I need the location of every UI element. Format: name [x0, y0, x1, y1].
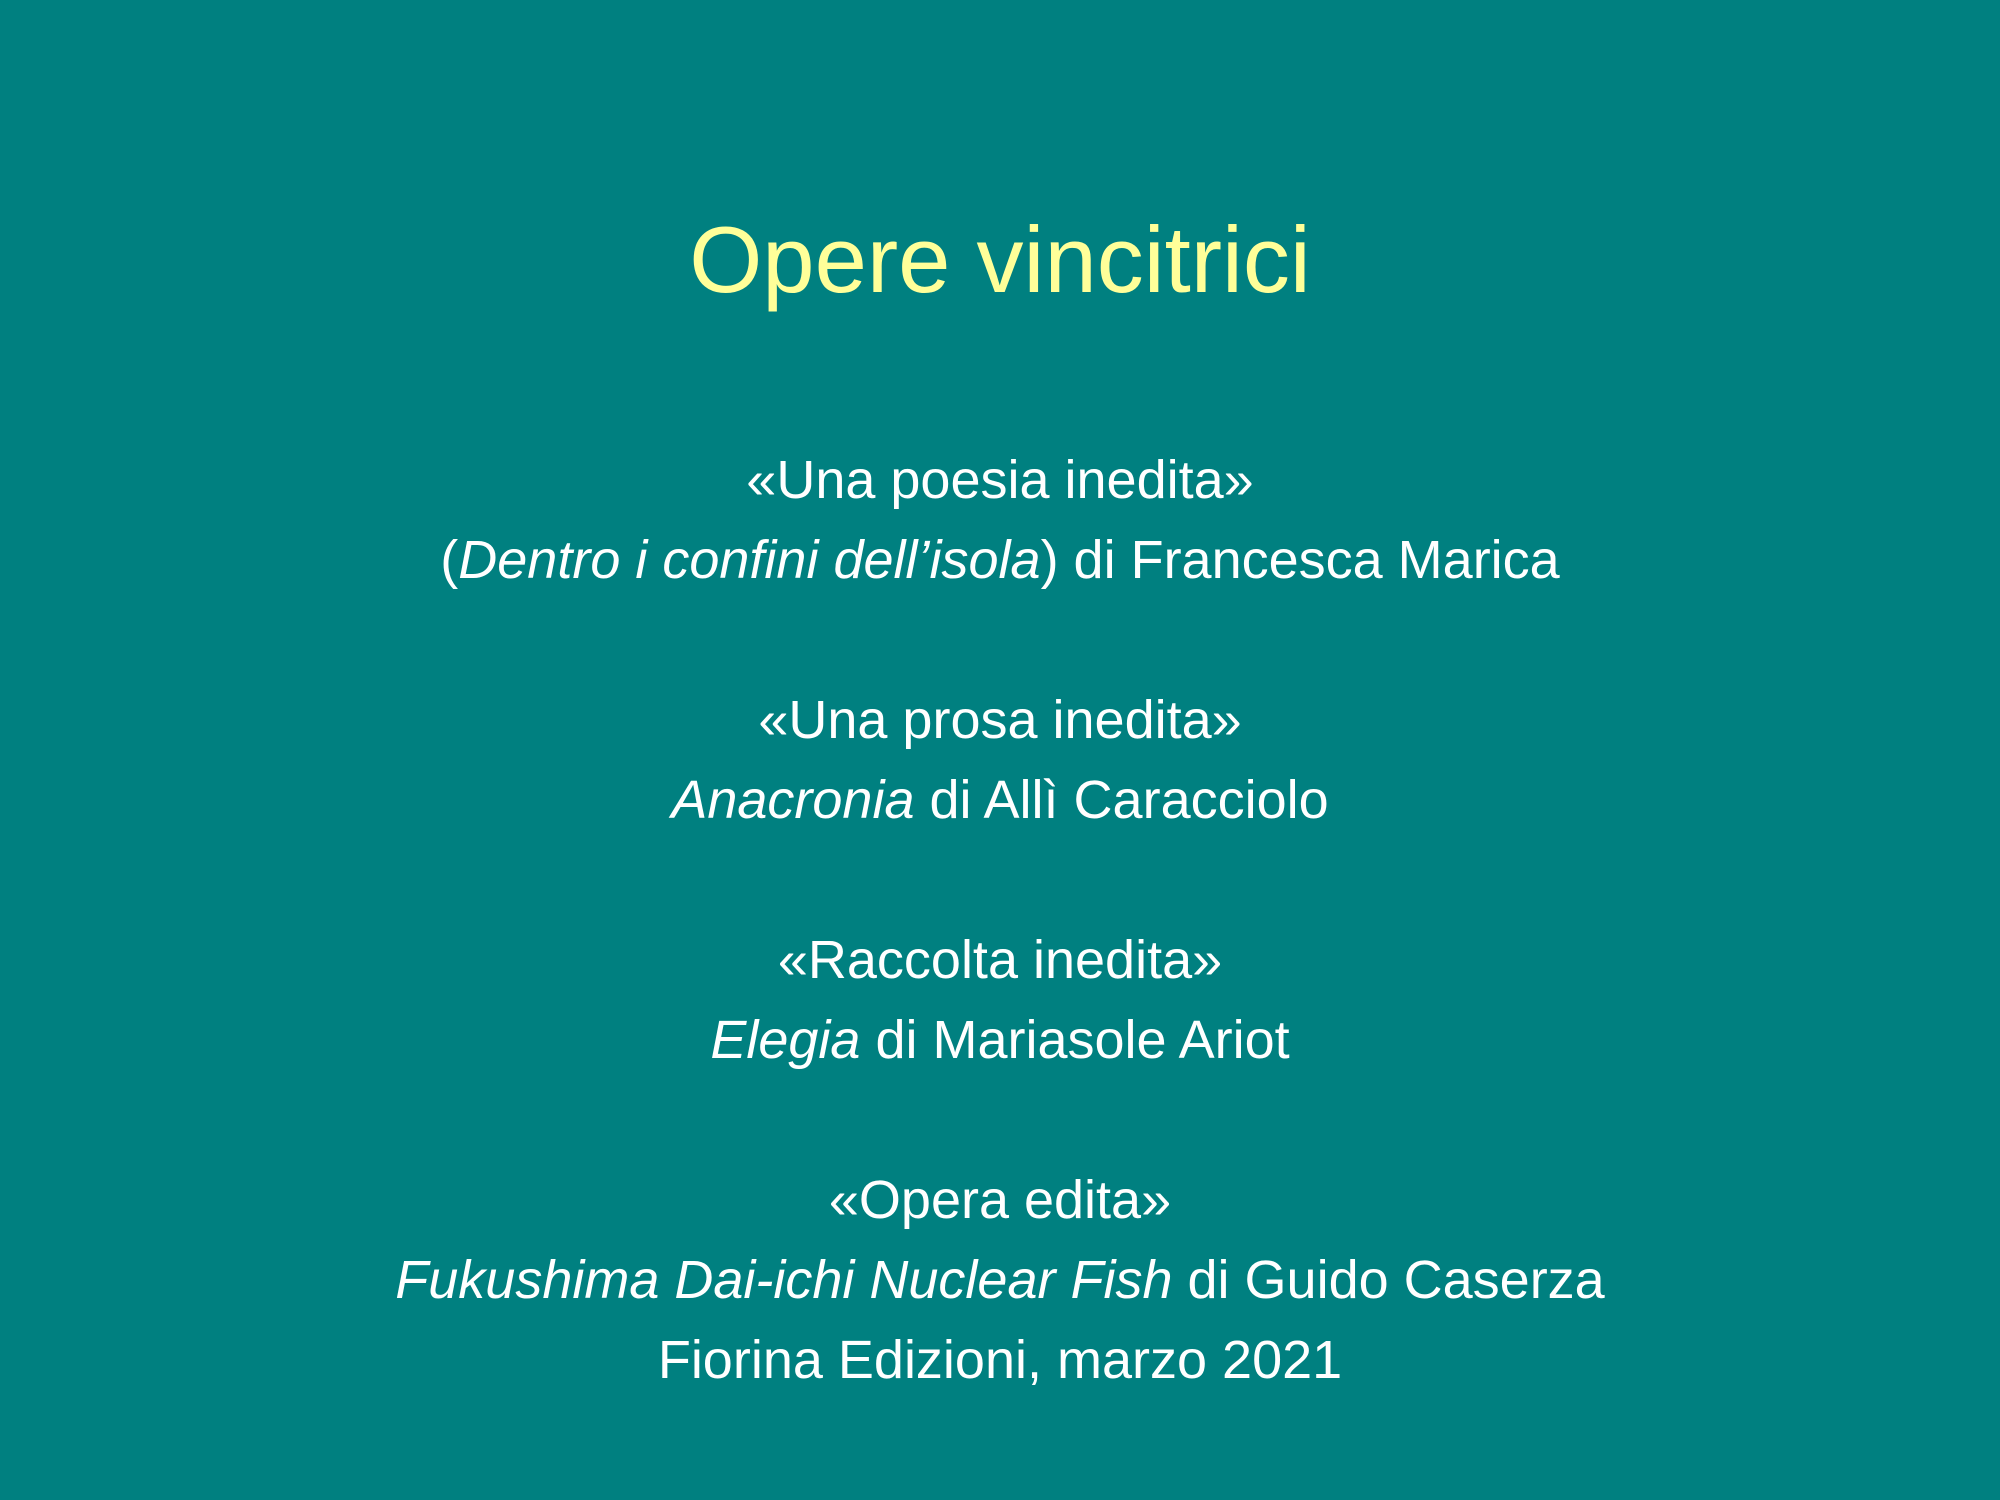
work-title-collection: Elegia [710, 1010, 861, 1070]
work-suffix: ) [1040, 530, 1059, 590]
work-title-published: Fukushima Dai-ichi Nuclear Fish [395, 1250, 1173, 1310]
winner-line-prose [0, 765, 2000, 835]
category-label-poetry: «Una poesia inedita» [746, 450, 1254, 510]
category-label-collection: «Raccolta inedita» [777, 930, 1223, 990]
winner-line-poetry [0, 525, 2000, 595]
author-published: di Guido Caserza [1172, 1250, 1605, 1310]
publisher-line: Fiorina Edizioni, marzo 2021 [657, 1330, 1343, 1390]
author-poetry: di Francesca Marica [1058, 530, 1560, 590]
winner-line-published [0, 1245, 2000, 1315]
author-prose: di Allì Caracciolo [914, 770, 1329, 830]
winner-line-collection [0, 1005, 2000, 1075]
category-label-published: «Opera edita» [828, 1170, 1172, 1230]
work-prefix: ( [440, 530, 459, 590]
author-collection: di Mariasole Ariot [860, 1010, 1290, 1070]
category-label-prose: «Una prosa inedita» [758, 690, 1242, 750]
work-title-prose: Anacronia [671, 770, 915, 830]
work-title-poetry: Dentro i confini dell’isola [458, 530, 1041, 590]
slide-title: Opere vincitrici [689, 207, 1311, 312]
